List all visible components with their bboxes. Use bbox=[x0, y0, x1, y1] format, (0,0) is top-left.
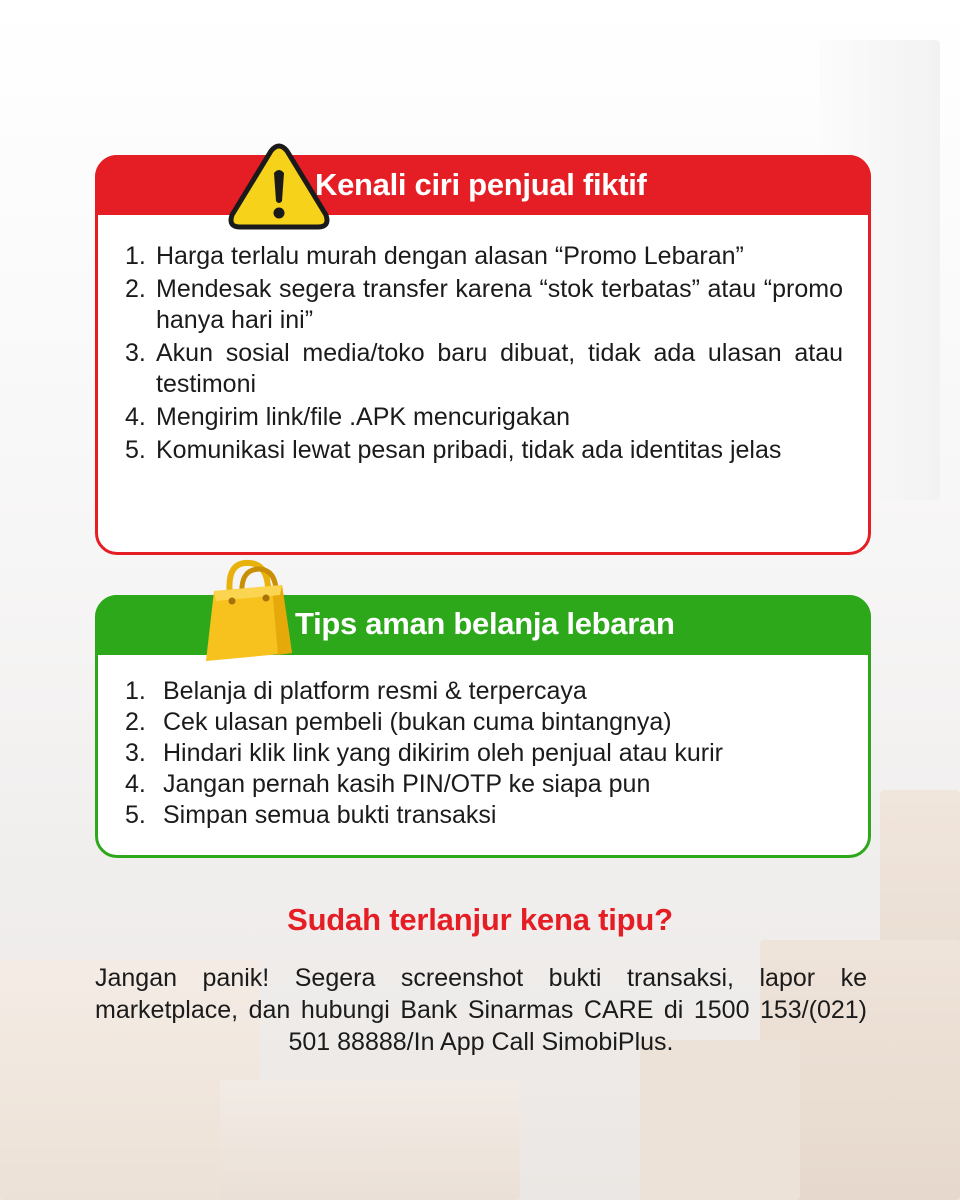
list-item: 5. Simpan semua bukti transaksi bbox=[125, 801, 497, 829]
list-item: 4. Jangan pernah kasih PIN/OTP ke siapa pun bbox=[125, 770, 651, 798]
cta-body-text: Jangan panik! Segera screenshot bukti transaksi, lapor ke marketplace, dan hubungi Bank Sinarmas CARE di 1500 153/(021) 501 88888/In App Call SimobiPlus. bbox=[95, 964, 867, 1056]
cta-heading: Sudah terlanjur kena tipu? bbox=[287, 902, 673, 937]
list-item: 2. Cek ulasan pembeli (bukan cuma bintangnya) bbox=[125, 708, 672, 736]
list-item: 1. Harga terlalu murah dengan alasan “Promo Lebaran” bbox=[125, 242, 744, 270]
tips-list bbox=[125, 676, 843, 831]
background-box bbox=[640, 1040, 800, 1200]
shopping-bag-icon bbox=[196, 555, 298, 665]
warning-card bbox=[95, 155, 871, 555]
tips-card bbox=[95, 595, 871, 858]
list-item: 3. Akun sosial media/toko baru dibuat, tidak ada ulasan atau testimoni bbox=[125, 339, 843, 398]
background-box bbox=[220, 1080, 520, 1200]
warning-card-header bbox=[95, 155, 871, 215]
list-item: 5. Komunikasi lewat pesan pribadi, tidak ada identitas jelas bbox=[125, 436, 782, 464]
list-item: 4. Mengirim link/file .APK mencurigakan bbox=[125, 403, 571, 431]
warning-icon bbox=[226, 143, 332, 233]
warning-card-title: Kenali ciri penjual fiktif bbox=[315, 167, 647, 202]
list-item: 1. Belanja di platform resmi & terpercaya bbox=[125, 677, 587, 705]
list-item: 3. Hindari klik link yang dikirim oleh penjual atau kurir bbox=[125, 739, 723, 767]
list-item: 2. Mendesak segera transfer karena “stok terbatas” atau “promo hanya hari ini” bbox=[125, 275, 843, 334]
tips-card-title: Tips aman belanja lebaran bbox=[295, 606, 675, 641]
warning-list bbox=[125, 241, 843, 468]
